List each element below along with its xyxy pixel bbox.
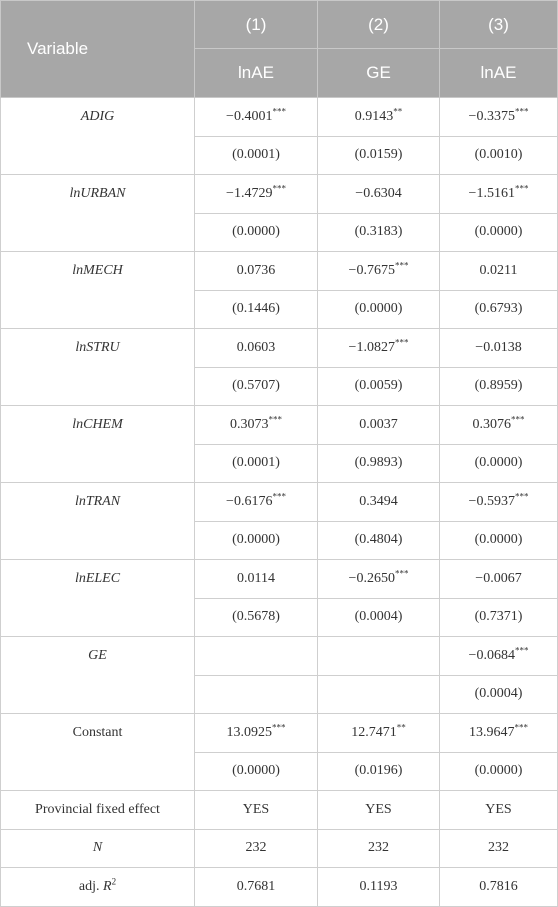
pvalue-cell: (0.0159): [318, 136, 440, 175]
pvalue-cell: (0.4804): [318, 521, 440, 560]
coef-cell: 0.0603: [195, 329, 318, 368]
footer-cell: 0.7681: [195, 868, 318, 907]
coef-row: [1, 329, 558, 368]
pvalue-cell: (0.6793): [440, 290, 558, 329]
pvalue-cell: (0.7371): [440, 598, 558, 637]
coef-cell: −0.6304: [318, 175, 440, 214]
coef-cell: −0.2650***: [318, 560, 440, 599]
coef-cell: −1.5161***: [440, 175, 558, 214]
significance-stars: ***: [272, 722, 286, 733]
pvalue-cell: (0.0000): [195, 752, 318, 791]
coef-cell: 0.0736: [195, 252, 318, 291]
pvalue-cell: [318, 675, 440, 714]
n-row: [1, 829, 558, 868]
variable-label: GE: [1, 637, 195, 714]
table-body: [1, 98, 558, 907]
pvalue-cell: (0.5707): [195, 367, 318, 406]
coef-cell: −1.4729***: [195, 175, 318, 214]
coef-row: [1, 98, 558, 137]
footer-cell: YES: [318, 791, 440, 830]
coef-cell: [318, 637, 440, 676]
coef-cell: 13.0925***: [195, 714, 318, 753]
coef-cell: 0.0114: [195, 560, 318, 599]
coef-cell: 0.3073***: [195, 406, 318, 445]
coef-row: [1, 714, 558, 753]
coef-cell: 12.7471**: [318, 714, 440, 753]
pvalue-cell: (0.0000): [440, 213, 558, 252]
significance-stars: ***: [514, 183, 529, 194]
pvalue-cell: (0.0004): [318, 598, 440, 637]
variable-label: ADIG: [1, 98, 195, 175]
footer-label: [1, 868, 195, 907]
significance-stars: ***: [511, 414, 525, 425]
pvalue-cell: (0.0000): [440, 752, 558, 791]
coef-cell: 0.3076***: [440, 406, 558, 445]
significance-stars: ***: [272, 183, 286, 194]
coef-row: [1, 252, 558, 291]
table-header: [1, 1, 558, 98]
coef-cell: −0.5937***: [440, 483, 558, 522]
coef-cell: 13.9647***: [440, 714, 558, 753]
variable-label: lnELEC: [1, 560, 195, 637]
pvalue-cell: (0.0010): [440, 136, 558, 175]
adj-r2-row: [1, 868, 558, 907]
footer-cell: 232: [195, 829, 318, 868]
coef-cell: −0.3375***: [440, 98, 558, 137]
significance-stars: ***: [514, 106, 529, 117]
footer-cell: 0.1193: [318, 868, 440, 907]
pvalue-cell: (0.0004): [440, 675, 558, 714]
pvalue-cell: (0.1446): [195, 290, 318, 329]
pvalue-cell: (0.0196): [318, 752, 440, 791]
pvalue-cell: (0.0001): [195, 444, 318, 483]
coef-cell: 0.0211: [440, 252, 558, 291]
significance-stars: ***: [394, 260, 409, 271]
coef-row: [1, 637, 558, 676]
footer-label: N: [1, 829, 195, 868]
significance-stars: **: [393, 106, 403, 117]
pvalue-cell: (0.0001): [195, 136, 318, 175]
coef-cell: 0.0037: [318, 406, 440, 445]
pvalue-cell: (0.0000): [318, 290, 440, 329]
significance-stars: ***: [394, 337, 409, 348]
footer-cell: 0.7816: [440, 868, 558, 907]
coef-cell: −0.0138: [440, 329, 558, 368]
coef-row: [1, 483, 558, 522]
pvalue-cell: (0.0000): [440, 444, 558, 483]
pvalue-cell: (0.0000): [195, 521, 318, 560]
coef-cell: 0.3494: [318, 483, 440, 522]
significance-stars: ***: [514, 491, 529, 502]
dependent-header: GE: [318, 49, 440, 98]
footer-cell: YES: [195, 791, 318, 830]
coef-row: [1, 406, 558, 445]
variable-label: Constant: [1, 714, 195, 791]
coef-cell: 0.9143**: [318, 98, 440, 137]
footer-cell: 232: [318, 829, 440, 868]
significance-stars: ***: [514, 645, 529, 656]
pvalue-cell: (0.9893): [318, 444, 440, 483]
coef-cell: −0.6176***: [195, 483, 318, 522]
coef-cell: −0.4001***: [195, 98, 318, 137]
variable-label: lnCHEM: [1, 406, 195, 483]
variable-label: lnSTRU: [1, 329, 195, 406]
model-header: (3): [440, 1, 558, 49]
coef-row: [1, 560, 558, 599]
coef-cell: −0.0684***: [440, 637, 558, 676]
significance-stars: ***: [272, 491, 286, 502]
header-row-models: [1, 1, 558, 49]
variable-label: lnTRAN: [1, 483, 195, 560]
significance-stars: ***: [272, 106, 286, 117]
pvalue-cell: (0.8959): [440, 367, 558, 406]
footer-cell: YES: [440, 791, 558, 830]
coef-row: [1, 175, 558, 214]
variable-label: lnMECH: [1, 252, 195, 329]
coef-cell: −0.7675***: [318, 252, 440, 291]
model-header: (2): [318, 1, 440, 49]
dependent-header: lnAE: [440, 49, 558, 98]
significance-stars: ***: [514, 722, 528, 733]
footer-cell: 232: [440, 829, 558, 868]
coef-cell: [195, 637, 318, 676]
variable-label: lnURBAN: [1, 175, 195, 252]
pvalue-cell: [195, 675, 318, 714]
model-header: (1): [195, 1, 318, 49]
adj-label: adj.: [78, 878, 104, 894]
significance-stars: ***: [394, 568, 409, 579]
pvalue-cell: (0.3183): [318, 213, 440, 252]
r-superscript: 2: [111, 876, 117, 887]
coef-cell: −0.0067: [440, 560, 558, 599]
coef-cell: −1.0827***: [318, 329, 440, 368]
pvalue-cell: (0.0000): [440, 521, 558, 560]
r-label: R: [103, 878, 112, 894]
pvalue-cell: (0.0059): [318, 367, 440, 406]
significance-stars: ***: [268, 414, 282, 425]
footer-label: Provincial fixed effect: [1, 791, 195, 830]
variable-header: Variable: [1, 1, 195, 98]
fixed-effect-row: [1, 791, 558, 830]
pvalue-cell: (0.0000): [195, 213, 318, 252]
dependent-header: lnAE: [195, 49, 318, 98]
significance-stars: **: [396, 722, 406, 733]
pvalue-cell: (0.5678): [195, 598, 318, 637]
